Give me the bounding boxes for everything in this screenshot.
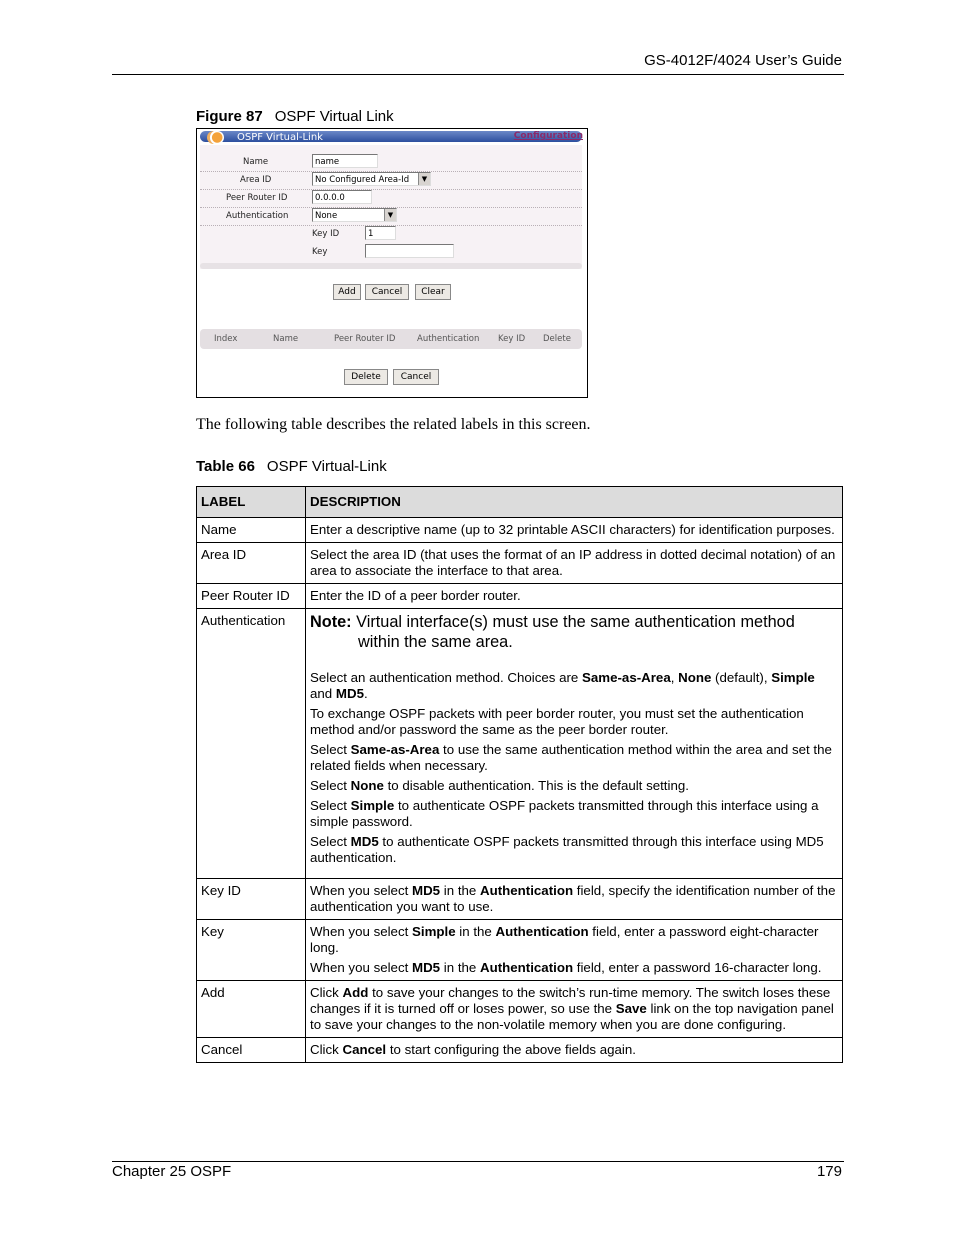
- text: When you select: [310, 883, 412, 898]
- row-label: Cancel: [197, 1038, 306, 1063]
- chapter-title: Chapter 25 OSPF: [112, 1163, 232, 1180]
- text: ,: [670, 670, 679, 685]
- bold-text: Save: [615, 1001, 647, 1016]
- intro-text: The following table describes the related labels in this screen.: [196, 416, 591, 433]
- paragraph: [310, 778, 838, 794]
- bold-text: Authentication: [495, 924, 589, 939]
- paragraph: [310, 798, 838, 830]
- bold-text: Cancel: [342, 1042, 387, 1057]
- clear-button[interactable]: Clear: [415, 284, 451, 300]
- bold-text: Simple: [771, 670, 815, 685]
- text: Select: [310, 798, 351, 813]
- authentication-select[interactable]: [312, 208, 397, 222]
- text: field, enter a password 16-character long.: [573, 960, 822, 975]
- authentication-label: Authentication: [226, 211, 289, 221]
- text: to disable authentication. This is the default setting.: [383, 778, 689, 793]
- bold-text: None: [678, 670, 712, 685]
- text: in the: [440, 960, 480, 975]
- table-row: [197, 543, 843, 584]
- column-key-id: Key ID: [498, 334, 526, 344]
- peer-router-id-label: Peer Router ID: [226, 193, 288, 203]
- figure-title: OSPF Virtual Link: [274, 108, 394, 125]
- bold-text: Add: [342, 985, 369, 1000]
- text: Select an authentication method. Choices are: [310, 670, 583, 685]
- description-column-header: DESCRIPTION: [306, 487, 843, 518]
- row-description: [306, 879, 843, 920]
- text: in the: [440, 883, 480, 898]
- table-title: OSPF Virtual-Link: [266, 458, 387, 475]
- column-authentication: Authentication: [417, 334, 480, 344]
- column-peer-router-id: Peer Router ID: [334, 334, 396, 344]
- note-label: Note:: [310, 613, 352, 631]
- bold-text: MD5: [350, 834, 379, 849]
- footer-rule: [112, 1161, 844, 1162]
- configuration-link[interactable]: Configuration: [513, 131, 583, 141]
- note: [310, 612, 838, 652]
- table-row: [197, 879, 843, 920]
- bold-text: Simple: [350, 798, 395, 813]
- paragraph: [310, 742, 838, 774]
- row-label: Name: [197, 518, 306, 543]
- row-label: Key ID: [197, 879, 306, 920]
- area-id-label: Area ID: [240, 175, 272, 185]
- virtual-link-table-header: [200, 329, 582, 349]
- authentication-value: None: [315, 211, 338, 221]
- row-label: Area ID: [197, 543, 306, 584]
- note-text: Virtual interface(s) must use the same authentication method within the same area.: [356, 613, 795, 651]
- bold-text: Same-as-Area: [350, 742, 440, 757]
- name-input[interactable]: name: [312, 154, 378, 168]
- table-row: [197, 920, 843, 981]
- bold-text: Simple: [412, 924, 456, 939]
- text: .: [363, 686, 368, 701]
- table-row: [197, 518, 843, 543]
- label-description-table: [196, 486, 843, 1063]
- paragraph: To exchange OSPF packets with peer border router, you must set the authentication method and/or password the same as the peer border router.: [310, 706, 804, 737]
- row-label: Key: [197, 920, 306, 981]
- text: field, enter a password eight-character long.: [310, 924, 819, 955]
- column-index: Index: [214, 334, 238, 344]
- row-description: Enter the ID of a peer border router.: [306, 584, 843, 609]
- figure-number: Figure 87: [196, 108, 263, 125]
- delete-button[interactable]: Delete: [344, 369, 388, 385]
- ospf-virtual-link-screenshot: [196, 128, 588, 398]
- paragraph: [310, 960, 838, 976]
- screen-logo-icon: [207, 131, 224, 144]
- row-description: [306, 981, 843, 1038]
- bold-text: Authentication: [480, 960, 574, 975]
- row-description: [306, 1038, 843, 1063]
- table-row: [197, 609, 843, 879]
- text: field, specify the identification number of the authentication you want to use.: [310, 883, 836, 914]
- table-number: Table 66: [196, 458, 255, 475]
- text: When you select: [310, 924, 412, 939]
- chevron-down-icon: ▼: [418, 173, 430, 185]
- bold-text: MD5: [412, 883, 441, 898]
- text: to authenticate OSPF packets transmitted through this interface using a simple password.: [310, 798, 819, 829]
- text: Click: [310, 985, 343, 1000]
- text: and: [310, 686, 336, 701]
- bold-text: Authentication: [480, 883, 574, 898]
- column-delete: Delete: [543, 334, 571, 344]
- column-name: Name: [273, 334, 299, 344]
- table-row: [197, 584, 843, 609]
- text: (default),: [711, 670, 772, 685]
- peer-router-id-input[interactable]: 0.0.0.0: [312, 190, 372, 204]
- guide-title: GS-4012F/4024 User’s Guide: [644, 52, 842, 69]
- bold-text: MD5: [335, 686, 364, 701]
- table-row: [197, 1038, 843, 1063]
- table-header-row: [197, 487, 843, 518]
- text: Select: [310, 778, 351, 793]
- chevron-down-icon: ▼: [384, 209, 396, 221]
- table-row: [197, 981, 843, 1038]
- cancel-delete-button[interactable]: Cancel: [393, 369, 439, 385]
- form-separator: [200, 263, 582, 269]
- paragraph: [310, 834, 838, 866]
- page-number: 179: [816, 1163, 842, 1180]
- text: Select: [310, 834, 351, 849]
- text: to use the same authentication method within the area and set the related fields when necessary.: [310, 742, 832, 773]
- text: When you select: [310, 960, 412, 975]
- text: link on the top navigation panel to save your changes to the non-volatile memory when you are done configuring.: [310, 1001, 834, 1032]
- key-input[interactable]: [365, 244, 454, 258]
- table-caption: [196, 458, 387, 475]
- paragraph: [310, 670, 838, 702]
- row-description: [306, 920, 843, 981]
- screen-title: OSPF Virtual-Link: [237, 132, 323, 143]
- add-button[interactable]: Add: [333, 284, 361, 300]
- row-label: Add: [197, 981, 306, 1038]
- header-rule: [112, 74, 844, 75]
- area-id-value: No Configured Area-Id: [315, 175, 410, 185]
- row-divider: [200, 189, 582, 190]
- label-column-header: LABEL: [197, 487, 306, 518]
- name-label: Name: [243, 157, 269, 167]
- row-description: Enter a descriptive name (up to 32 printable ASCII characters) for identification purposes.: [306, 518, 843, 543]
- text: to authenticate OSPF packets transmitted through this interface using MD5 authentication.: [310, 834, 824, 865]
- key-label: Key: [312, 247, 328, 257]
- figure-caption: [196, 108, 394, 125]
- bold-text: None: [350, 778, 384, 793]
- text: to start configuring the above fields again.: [386, 1042, 636, 1057]
- key-id-label: Key ID: [312, 229, 340, 239]
- row-description: [306, 609, 843, 879]
- area-id-select[interactable]: [312, 172, 431, 186]
- text: to save your changes to the switch’s run-time memory. The switch loses these changes if it is turned off or loses power, so use the: [310, 985, 831, 1016]
- text: Select: [310, 742, 351, 757]
- row-description: Select the area ID (that uses the format of an IP address in dotted decimal notation) of an area to associate the interface to that area.: [306, 543, 843, 584]
- row-label: Authentication: [197, 609, 306, 879]
- bold-text: MD5: [412, 960, 441, 975]
- paragraph: [310, 924, 838, 956]
- text: in the: [455, 924, 496, 939]
- cancel-button[interactable]: Cancel: [365, 284, 409, 300]
- text: Click: [310, 1042, 343, 1057]
- bold-text: Same-as-Area: [582, 670, 671, 685]
- key-id-input[interactable]: 1: [365, 226, 396, 240]
- row-label: Peer Router ID: [197, 584, 306, 609]
